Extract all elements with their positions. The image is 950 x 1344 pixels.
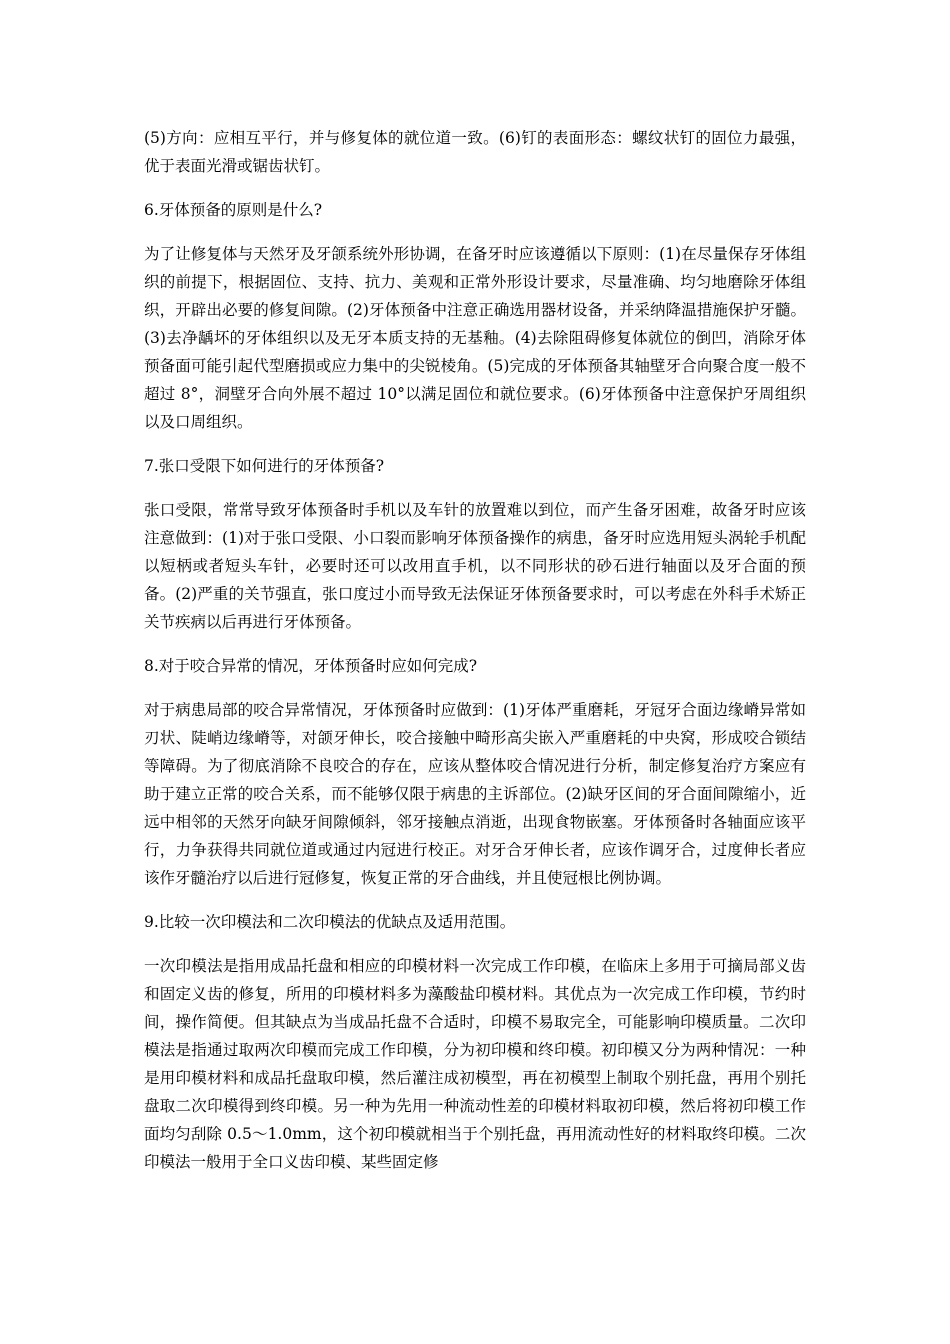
heading-question-6: 6.牙体预备的原则是什么? [144, 201, 323, 219]
paragraph-answer-7: 张口受限，常常导致牙体预备时手机以及车针的放置难以到位，而产生备牙困难，故备牙时应该注意做到：(1)对于张口受限、小口裂而影响牙体预备操作的病患，备牙时应选用短头涡轮手机配以短柄或者短头车针，必要时还可以改用直手机，以不同形状的砂石进行轴面以及牙合面的预备。(2)严重的关节强直，张口度过小而导致无法保证牙体预备要求时，可以考虑在外科手术矫正关节疾病以后再进行牙体预备。 [144, 501, 806, 631]
paragraph-answer-6: 为了让修复体与天然牙及牙颌系统外形协调，在备牙时应该遵循以下原则：(1)在尽量保存牙体组织的前提下，根据固位、支持、抗力、美观和正常外形设计要求，尽量准确、均匀地磨除牙体组织，开辟出必要的修复间隙。(2)牙体预备中注意正确选用器材设备，并采纳降温措施保护牙髓。(3)去净龋坏的牙体组织以及无牙本质支持的无基釉。(4)去除阻碍修复体就位的倒凹，消除牙体预备面可能引起代型磨损或应力集中的尖锐棱角。(5)完成的牙体预备其轴壁牙合向聚合度一般不超过 8°，洞壁牙合向外展不超过 10°以满足固位和就位要求。(6)牙体预备中注意保护牙周组织以及口周组织。 [144, 245, 806, 431]
paragraph-pin-direction: (5)方向：应相互平行，并与修复体的就位道一致。(6)钉的表面形态：螺纹状钉的固位力最强，优于表面光滑或锯齿状钉。 [144, 129, 806, 175]
heading-question-7: 7.张口受限下如何进行的牙体预备? [144, 457, 385, 475]
paragraph-answer-9: 一次印模法是指用成品托盘和相应的印模材料一次完成工作印模，在临床上多用于可摘局部义齿和固定义齿的修复，所用的印模材料多为藻酸盐印模材料。其优点为一次完成工作印模，节约时间，操作简便。但其缺点为当成品托盘不合适时，印模不易取完全，可能影响印模质量。二次印模法是指通过取两次印模而完成工作印模，分为初印模和终印模。初印模又分为两种情况：一种是用印模材料和成品托盘取印模，然后灌注成初模型，再在初模型上制取个别托盘，再用个别托盘取二次印模得到终印模。另一种为先用一种流动性差的印模材料取初印模，然后将初印模工作面均匀刮除 0.5～1.0mm，这个初印模就相当于个别托盘，再用流动性好的材料取终印模。二次印模法一般用于全口义齿印模、某些固定修 [144, 957, 806, 1171]
document-page [144, 124, 806, 1176]
heading-question-8: 8.对于咬合异常的情况，牙体预备时应如何完成? [144, 657, 478, 675]
heading-question-9: 9.比较一次印模法和二次印模法的优缺点及适用范围。 [144, 913, 516, 931]
paragraph-answer-8: 对于病患局部的咬合异常情况，牙体预备时应做到：(1)牙体严重磨耗，牙冠牙合面边缘嵴异常如刃状、陡峭边缘嵴等，对颌牙伸长，咬合接触中畸形高尖嵌入严重磨耗的中央窝，形成咬合锁结等障碍。为了彻底消除不良咬合的存在，应该从整体咬合情况进行分析，制定修复治疗方案应有助于建立正常的咬合关系，而不能够仅限于病患的主诉部位。(2)缺牙区间的牙合面间隙缩小，近远中相邻的天然牙向缺牙间隙倾斜，邻牙接触点消逝，出现食物嵌塞。牙体预备时各轴面应该平行，力争获得共同就位道或通过内冠进行校正。对牙合牙伸长者，应该作调牙合，过度伸长者应该作牙髓治疗以后进行冠修复，恢复正常的牙合曲线，并且使冠根比例协调。 [144, 701, 806, 887]
